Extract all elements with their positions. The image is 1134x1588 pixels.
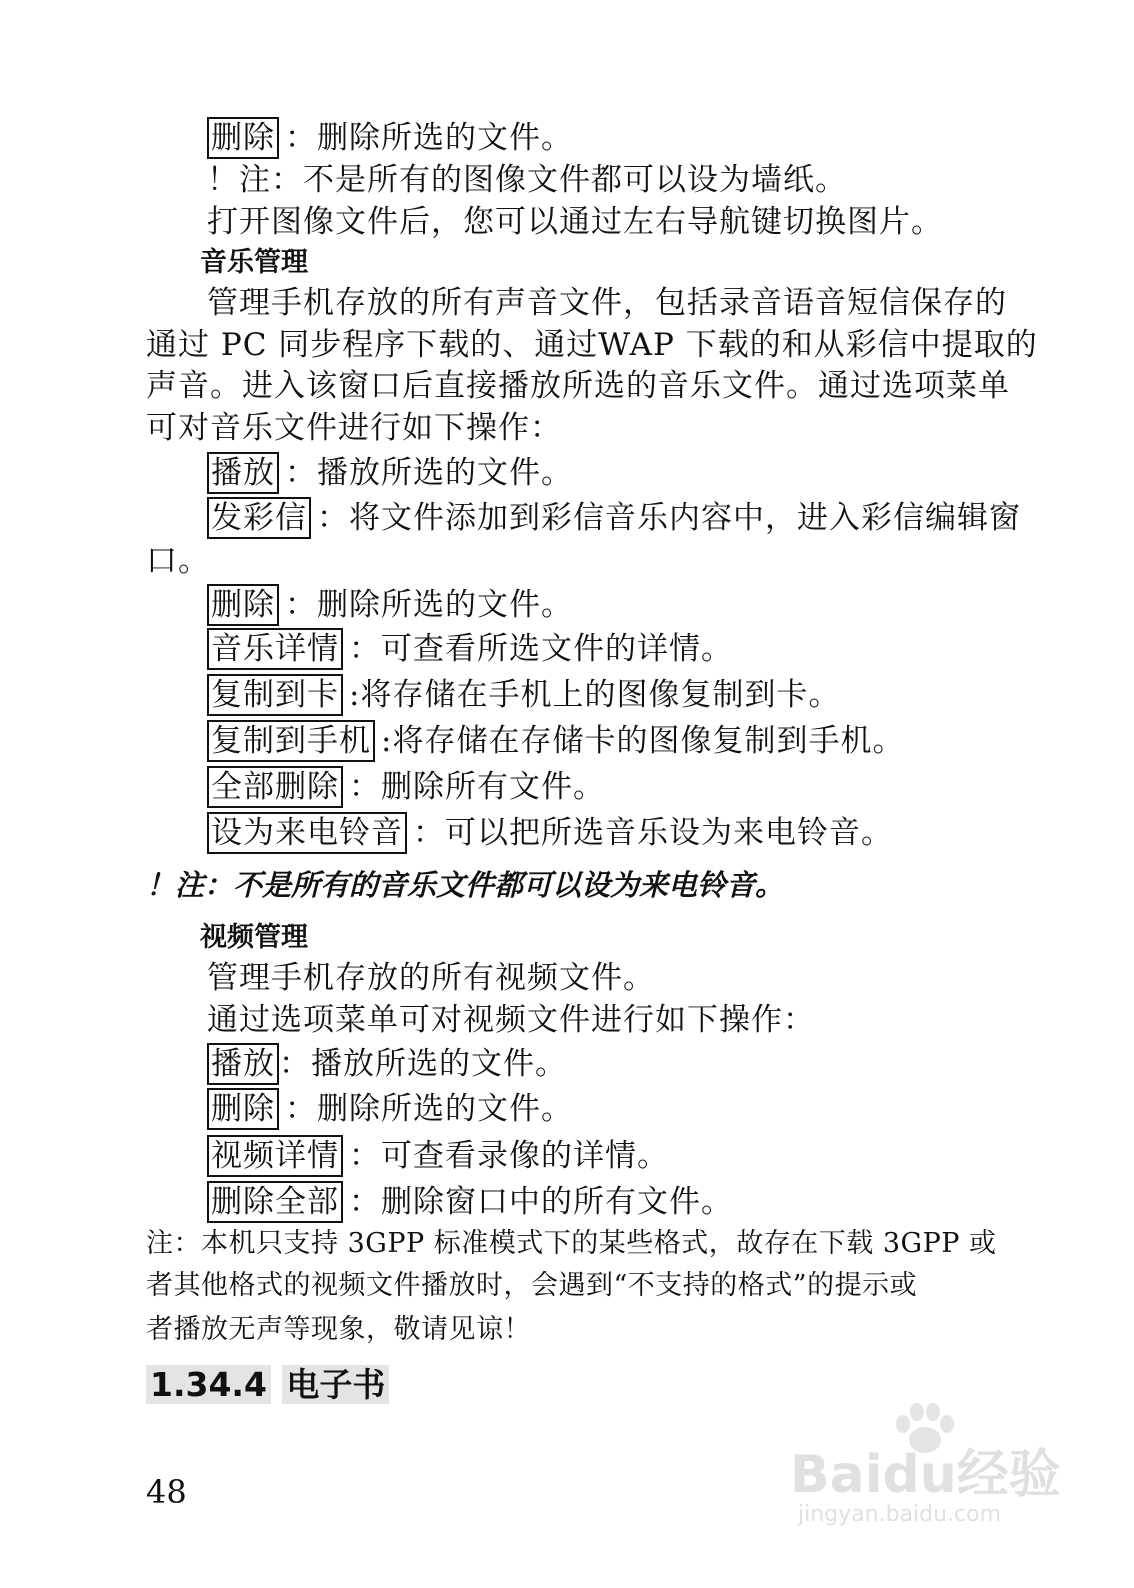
menu-term-box: 全部删除 <box>207 766 343 808</box>
video-play-row <box>207 1043 567 1085</box>
section-number: 1.34.4 <box>146 1365 271 1404</box>
music-delete-row <box>207 584 573 626</box>
music-play-row <box>207 452 573 494</box>
video-management-heading: 视频管理 <box>200 922 308 953</box>
video-details-row <box>207 1135 669 1177</box>
menu-term-desc: ：可查看录像的详情。 <box>349 1138 669 1174</box>
video-delete-all-row <box>207 1181 733 1223</box>
menu-term-desc: ：删除所选的文件。 <box>285 1091 573 1127</box>
music-details-row <box>207 628 733 670</box>
image-wallpaper-note: ！注：不是所有的图像文件都可以设为墙纸。 <box>207 162 847 198</box>
music-send-mms-row <box>207 497 1021 539</box>
paragraph-line: 管理手机存放的所有声音文件，包括录音语音短信保存的 <box>207 285 1007 321</box>
music-management-heading: 音乐管理 <box>200 247 308 278</box>
menu-term-desc: ：删除所有文件。 <box>349 769 605 805</box>
section-heading <box>146 1363 389 1407</box>
image-delete-row <box>207 117 573 159</box>
menu-term-desc: ：删除所选的文件。 <box>285 587 573 623</box>
menu-term-box: 播放 <box>207 1043 279 1085</box>
menu-term-box: 复制到卡 <box>207 674 343 716</box>
menu-term-box: 删除 <box>207 117 279 159</box>
image-navigation-text: 打开图像文件后，您可以通过左右导航键切换图片。 <box>207 204 943 240</box>
page-number: 48 <box>146 1473 187 1511</box>
menu-term-desc: :将存储在手机上的图像复制到卡。 <box>349 677 841 713</box>
music-set-ringtone-row <box>207 812 893 854</box>
menu-term-desc: ：删除窗口中的所有文件。 <box>349 1184 733 1220</box>
menu-term-box: 复制到手机 <box>207 720 375 762</box>
watermark-url: jingyan.baidu.com <box>798 1502 1002 1527</box>
music-send-mms-continuation: 口。 <box>146 543 210 579</box>
menu-term-desc: ：可以把所选音乐设为来电铃音。 <box>413 815 893 851</box>
menu-term-box: 发彩信 <box>207 497 311 539</box>
paragraph-line: 通过 PC 同步程序下载的、通过WAP 下载的和从彩信中提取的 <box>146 327 1038 363</box>
baidu-jingyan-watermark <box>790 1400 1090 1550</box>
menu-term-desc: ：可查看所选文件的详情。 <box>349 631 733 667</box>
menu-term-desc: :将存储在存储卡的图像复制到手机。 <box>381 723 905 759</box>
format-note-line: 者播放无声等现象，敬请见谅！ <box>146 1314 531 1345</box>
video-delete-row <box>207 1088 573 1130</box>
menu-term-box: 音乐详情 <box>207 628 343 670</box>
menu-term-desc: ：将文件添加到彩信音乐内容中，进入彩信编辑窗 <box>317 500 1021 536</box>
music-copy-to-phone-row <box>207 720 904 762</box>
menu-term-box: 删除 <box>207 1088 279 1130</box>
menu-term-box: 播放 <box>207 452 279 494</box>
menu-term-desc: ：删除所选的文件。 <box>285 120 573 156</box>
watermark-brand: Baidu经验 <box>790 1445 1061 1505</box>
menu-term-box: 设为来电铃音 <box>207 812 407 854</box>
menu-term-box: 删除 <box>207 584 279 626</box>
menu-term-desc: ：播放所选的文件。 <box>285 455 573 491</box>
ringtone-warning-note: ！注：不是所有的音乐文件都可以设为来电铃音。 <box>146 868 785 902</box>
format-note-line: 者其他格式的视频文件播放时，会遇到“不支持的格式”的提示或 <box>146 1270 918 1301</box>
paragraph-line: 可对音乐文件进行如下操作： <box>146 410 562 446</box>
paragraph-line: 声音。进入该窗口后直接播放所选的音乐文件。通过选项菜单 <box>146 368 1010 404</box>
music-delete-all-row <box>207 766 605 808</box>
music-copy-to-card-row <box>207 674 840 716</box>
menu-term-desc: ：播放所选的文件。 <box>279 1046 567 1082</box>
section-title-text: 电子书 <box>282 1365 389 1404</box>
video-intro-line: 通过选项菜单可对视频文件进行如下操作： <box>207 1002 815 1038</box>
menu-term-box: 删除全部 <box>207 1181 343 1223</box>
menu-term-box: 视频详情 <box>207 1135 343 1177</box>
video-intro-line: 管理手机存放的所有视频文件。 <box>207 960 655 996</box>
format-note-line: 注：本机只支持 3GPP 标准模式下的某些格式，故存在下载 3GPP 或 <box>146 1228 997 1259</box>
